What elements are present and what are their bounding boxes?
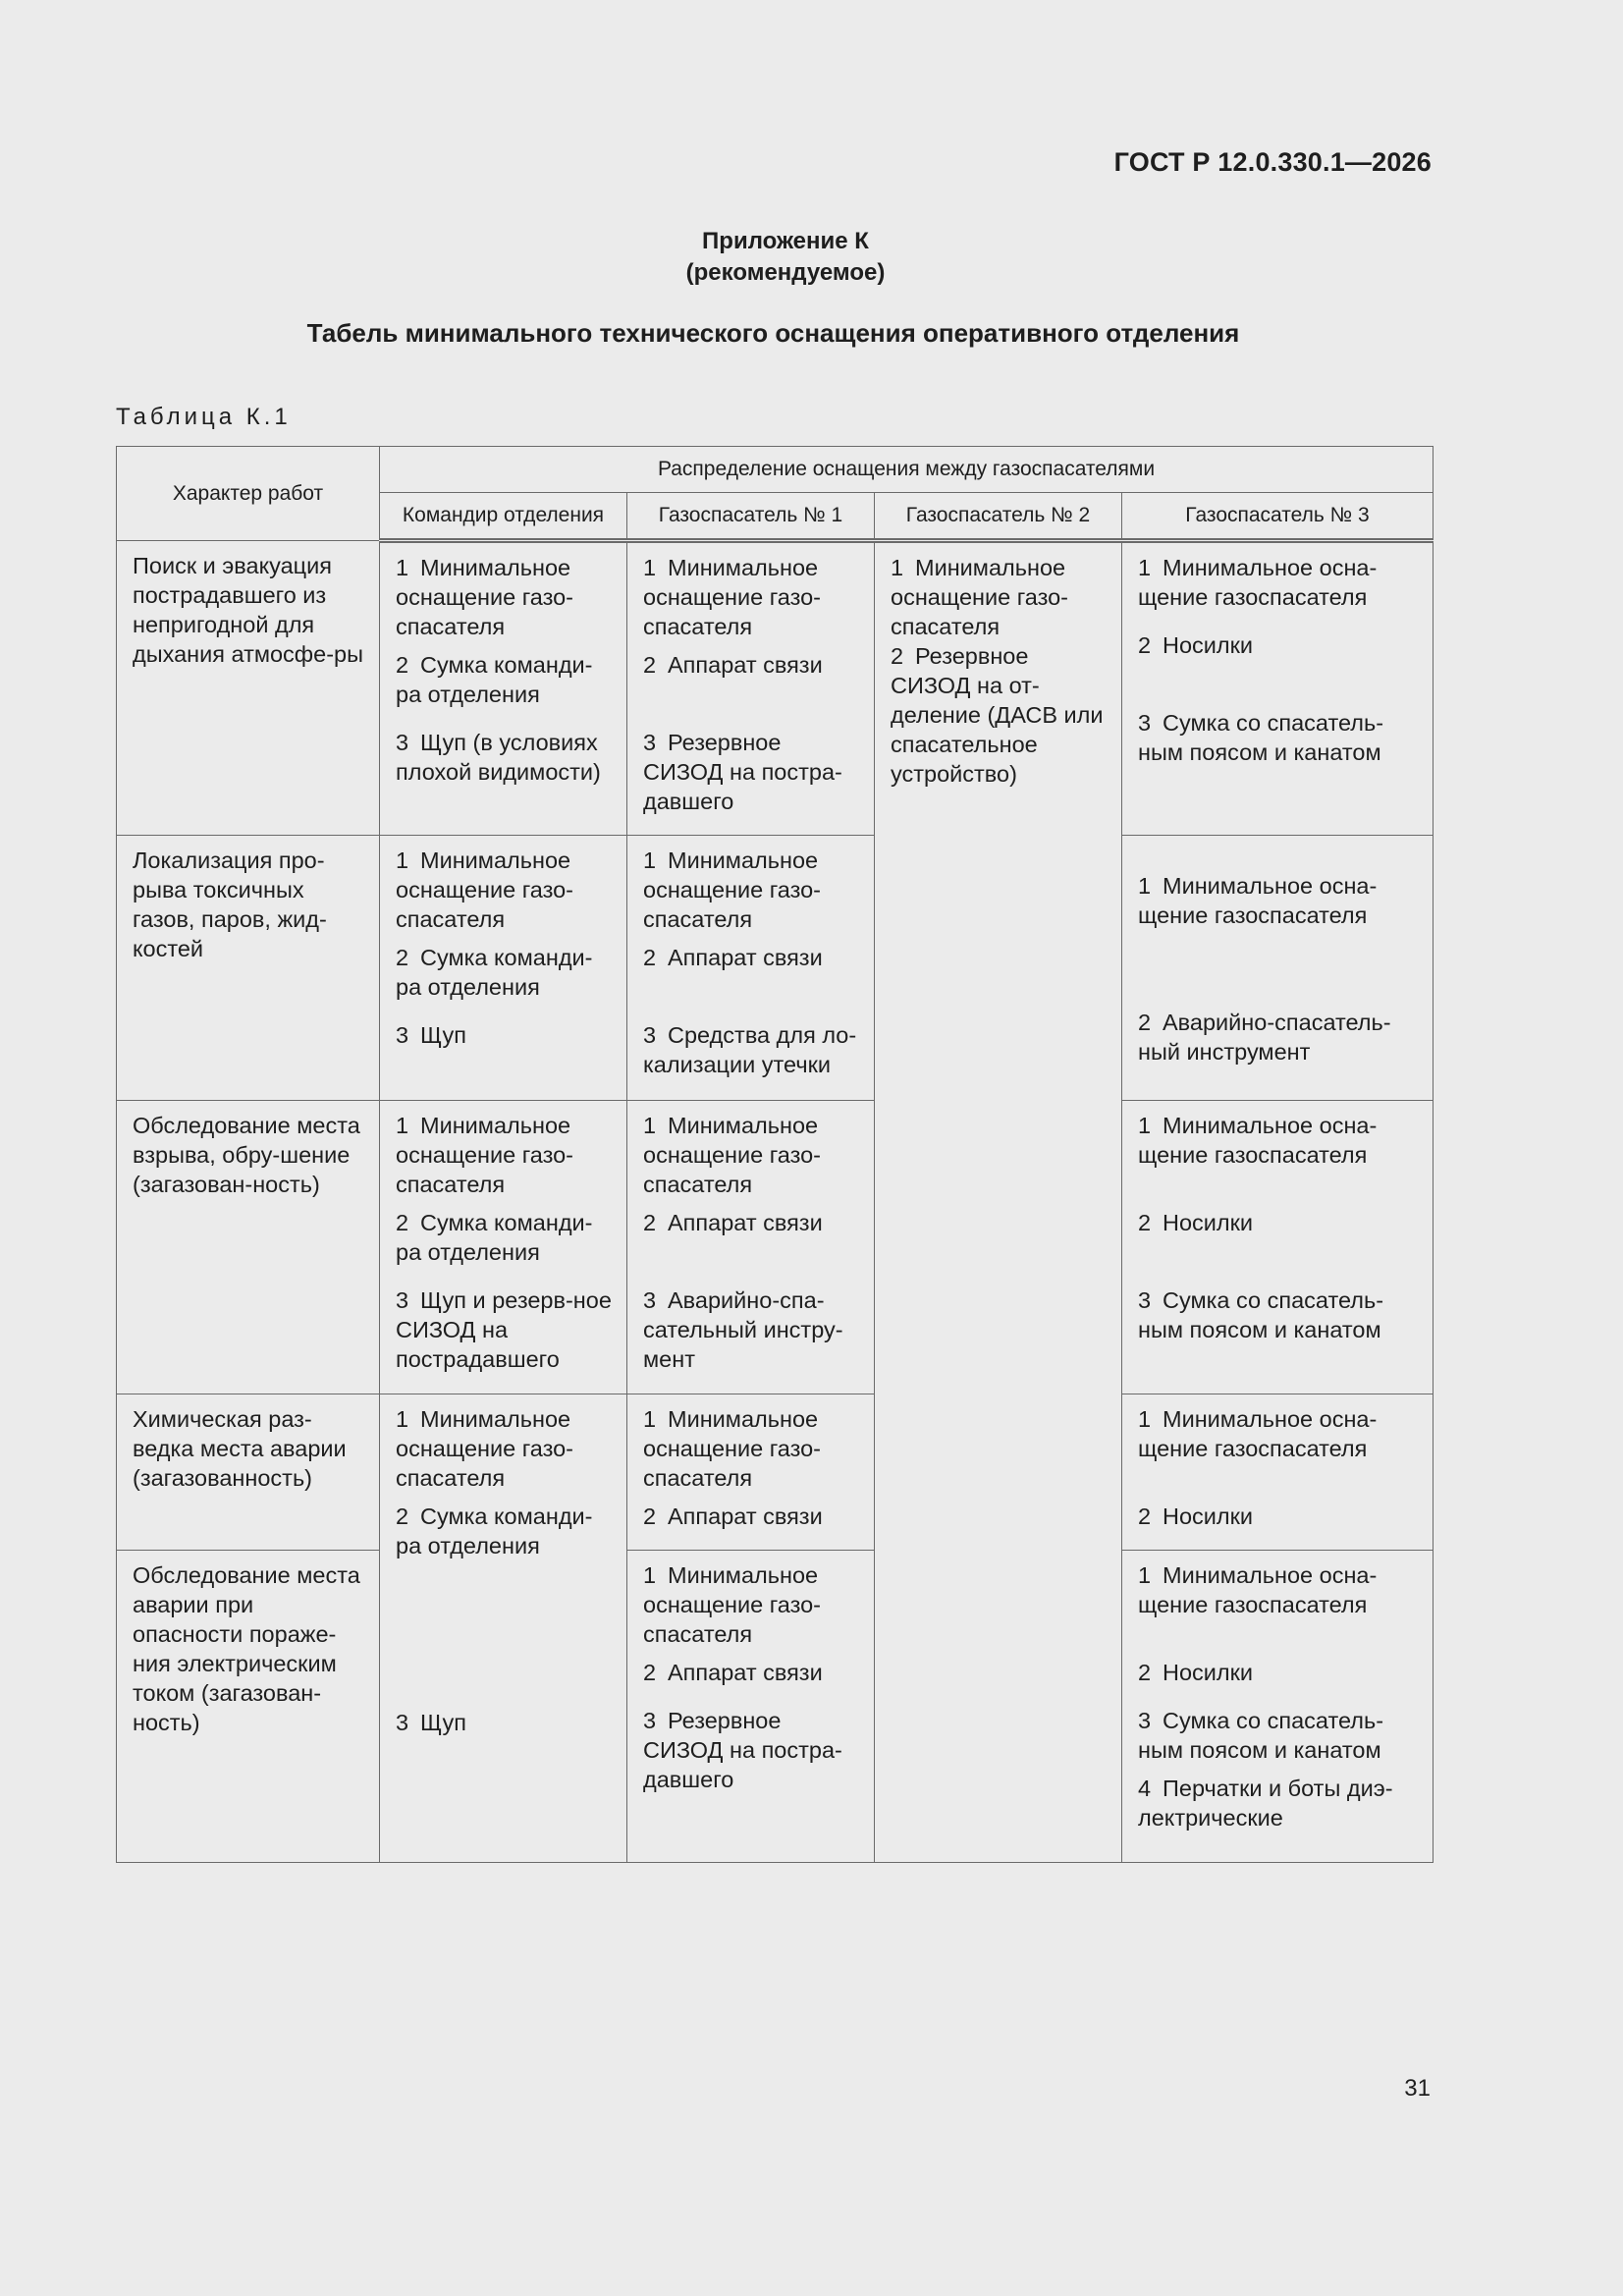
- g1-cell: [627, 1551, 875, 1863]
- work-cell: Локализация про-рыва токсичных газов, паров, жид-костей: [117, 836, 380, 1101]
- list-item: 2 Носилки: [1138, 1660, 1254, 1685]
- col-header-commander: Командир отделения: [380, 493, 627, 541]
- list-item: 3 Щуп (в условиях плохой видимости): [396, 730, 601, 785]
- list-item: 3 Щуп: [396, 1710, 467, 1735]
- list-item: 3 Сумка со спасатель-ным поясом и канатом: [1138, 710, 1384, 765]
- list-item: 2 Носилки: [1138, 1210, 1254, 1235]
- document-code: ГОСТ Р 12.0.330.1—2026: [1113, 147, 1432, 177]
- list-item: 1 Минимальное оснащение газо-спасателя: [643, 1113, 821, 1197]
- list-item: 2 Аппарат связи: [643, 945, 823, 970]
- col-header-work: Характер работ: [117, 447, 380, 541]
- list-item: 1 Минимальное осна-щение газоспасателя: [1138, 555, 1378, 610]
- group-header: Распределение оснащения между газоспасателями: [380, 447, 1434, 493]
- list-item: 2 Сумка команди-ра отделения: [396, 1503, 593, 1558]
- list-item: 2 Аппарат связи: [643, 1210, 823, 1235]
- table-row: [117, 1551, 1434, 1863]
- list-item: 1 Минимальное оснащение газо-спасателя: [396, 555, 573, 639]
- list-item: 2 Носилки: [1138, 1503, 1254, 1529]
- col-header-g2: Газоспасатель № 2: [875, 493, 1122, 541]
- table-row: [117, 541, 1434, 836]
- list-item: 3 Резервное СИЗОД на постра-давшего: [643, 1708, 842, 1792]
- list-item: 1 Минимальное осна-щение газоспасателя: [1138, 1406, 1378, 1461]
- list-item: 1 Минимальное осна-щение газоспасателя: [1138, 873, 1378, 928]
- g3-cell: [1122, 1551, 1434, 1863]
- list-item: 1 Минимальное оснащение газо-спасателя: [891, 555, 1068, 639]
- commander-cell: [380, 836, 627, 1101]
- g1-cell: [627, 1101, 875, 1394]
- commander-cell: [380, 541, 627, 836]
- page-number: 31: [1404, 2075, 1431, 2102]
- list-item: 3 Резервное СИЗОД на постра-давшего: [643, 730, 842, 814]
- list-item: 1 Минимальное оснащение газо-спасателя: [396, 847, 573, 932]
- work-cell: Поиск и эвакуация пострадавшего из непригодной для дыхания атмосфе-ры: [117, 541, 380, 836]
- list-item: 1 Минимальное осна-щение газоспасателя: [1138, 1562, 1378, 1617]
- g1-cell: [627, 541, 875, 836]
- list-item: 1 Минимальное оснащение газо-спасателя: [396, 1406, 573, 1491]
- annex-subtitle: (рекомендуемое): [685, 259, 886, 286]
- commander-cell: [380, 1101, 627, 1394]
- list-item: 1 Минимальное оснащение газо-спасателя: [396, 1113, 573, 1197]
- col-header-g3: Газоспасатель № 3: [1122, 493, 1434, 541]
- list-item: 2 Аварийно-спасатель-ный инструмент: [1138, 1010, 1391, 1065]
- g1-cell: [627, 1394, 875, 1551]
- g3-cell: [1122, 1394, 1434, 1551]
- annex-heading: [0, 226, 1571, 289]
- list-item: 4 Перчатки и боты диэ-лектрические: [1138, 1776, 1393, 1831]
- equipment-table: [116, 446, 1434, 1863]
- g2-common-cell: [875, 541, 1122, 1863]
- work-cell: Обследование места взрыва, обру-шение (загазован-ность): [117, 1101, 380, 1394]
- list-item: 1 Минимальное оснащение газо-спасателя: [643, 1562, 821, 1647]
- list-item: 3 Сумка со спасатель-ным поясом и канатом: [1138, 1708, 1384, 1763]
- work-cell: Химическая раз-ведка места аварии (загазованность): [117, 1394, 380, 1551]
- table-caption: Таблица К.1: [116, 404, 292, 430]
- table-row: [117, 1394, 1434, 1551]
- list-item: 3 Щуп и резерв-ное СИЗОД на пострадавшего: [396, 1287, 612, 1372]
- list-item: 1 Минимальное оснащение газо-спасателя: [643, 1406, 821, 1491]
- table-row: [117, 836, 1434, 1101]
- list-item: 2 Резервное СИЗОД на от-деление (ДАСВ или спасательное устройство): [891, 643, 1104, 787]
- list-item: 2 Сумка команди-ра отделения: [396, 945, 593, 1000]
- g3-cell: [1122, 541, 1434, 836]
- list-item: 3 Щуп: [396, 1022, 467, 1048]
- list-item: 1 Минимальное оснащение газо-спасателя: [643, 847, 821, 932]
- col-header-g1: Газоспасатель № 1: [627, 493, 875, 541]
- list-item: 1 Минимальное осна-щение газоспасателя: [1138, 1113, 1378, 1168]
- g3-cell: [1122, 1101, 1434, 1394]
- list-item: 2 Носилки: [1138, 632, 1254, 658]
- list-item: 2 Аппарат связи: [643, 652, 823, 678]
- list-item: 2 Сумка команди-ра отделения: [396, 1210, 593, 1265]
- list-item: 3 Аварийно-спа-сательный инстру-мент: [643, 1287, 843, 1372]
- list-item: 2 Аппарат связи: [643, 1503, 823, 1529]
- list-item: 1 Минимальное оснащение газо-спасателя: [643, 555, 821, 639]
- list-item: 3 Средства для ло-кализации утечки: [643, 1022, 857, 1077]
- table-row: [117, 1101, 1434, 1394]
- work-cell: Обследование места аварии при опасности пораже-ния электрическим током (загазован-ность): [117, 1551, 380, 1863]
- page-title: Табель минимального технического оснащения оперативного отделения: [306, 318, 1240, 348]
- list-item: 2 Аппарат связи: [643, 1660, 823, 1685]
- g3-cell: [1122, 836, 1434, 1101]
- commander-cell: [380, 1394, 627, 1863]
- g1-cell: [627, 836, 875, 1101]
- list-item: 3 Сумка со спасатель-ным поясом и канатом: [1138, 1287, 1384, 1342]
- list-item: 2 Сумка команди-ра отделения: [396, 652, 593, 707]
- annex-title: Приложение К: [702, 228, 869, 254]
